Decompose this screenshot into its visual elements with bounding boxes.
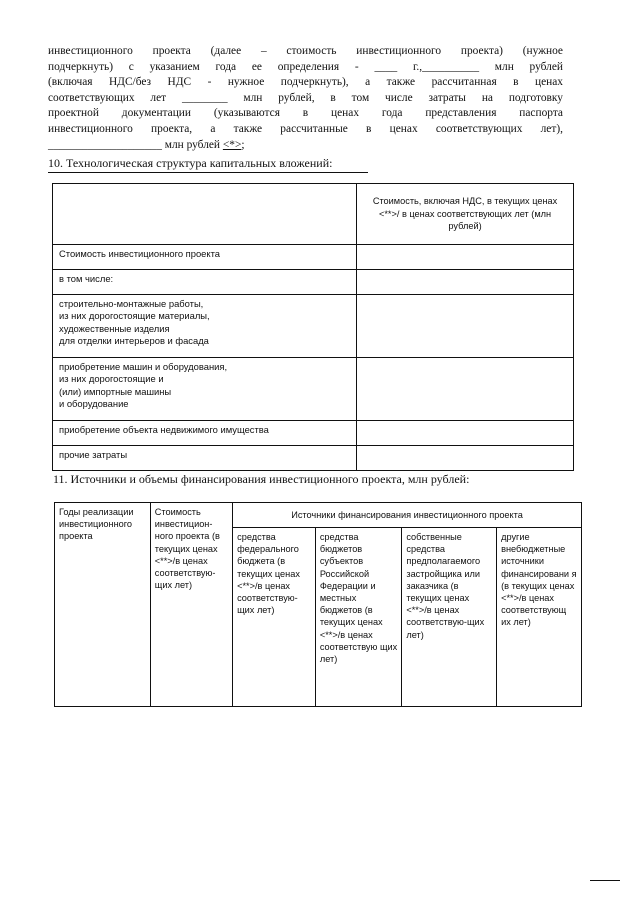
regional-budget-header: средства бюджетов субъектов Российской Федерации и местных бюджетов (в текущих ценах <**>/в ценах соответствую щих лет) bbox=[315, 528, 402, 707]
table-row bbox=[53, 358, 574, 421]
row-label: прочие затраты bbox=[53, 446, 357, 471]
intro-last-text: млн рублей bbox=[161, 138, 223, 151]
table-row bbox=[53, 245, 574, 270]
section-10-title: 10. Технологическая структура капитальных вложений: bbox=[48, 156, 333, 170]
intro-line: инвестиционного проекта (далее – стоимость инвестиционного проекта) (нужное bbox=[48, 45, 563, 57]
intro-line: подчеркнуть) с указанием года ее определения - ____ г.,__________ млн рублей bbox=[48, 60, 563, 73]
own-funds-header: собственные средства предполагаемого застройщика или заказчика (в текущих ценах <**>/в ценах соответствую-щих лет) bbox=[402, 528, 497, 707]
row-value-cell[interactable] bbox=[357, 245, 574, 270]
intro-last-end: ; bbox=[241, 138, 245, 151]
row-label: Стоимость инвестиционного проекта bbox=[53, 245, 357, 270]
other-sources-header: другие внебюджетные источники финансировани я (в текущих ценах <**>/в ценах соответствующ их лет) bbox=[497, 528, 582, 707]
row-label: в том числе: bbox=[53, 270, 357, 295]
row-value-cell[interactable] bbox=[357, 295, 574, 358]
header-empty-cell bbox=[53, 184, 357, 245]
row-value-cell[interactable] bbox=[357, 358, 574, 421]
row-value-cell[interactable] bbox=[357, 446, 574, 471]
table-header-row bbox=[53, 184, 574, 245]
cost-header: Стоимость инвестицион-ного проекта (в текущих ценах <**>/в ценах соответствую-щих лет) bbox=[150, 503, 232, 707]
intro-line: (включая НДС/без НДС - нужное подчеркнуть), а также рассчитанная в ценах bbox=[48, 76, 563, 89]
intro-last-line bbox=[48, 138, 563, 154]
table-row bbox=[53, 295, 574, 358]
row-label: строительно-монтажные работы, из них дорогостоящие материалы, художественные изделия для отделки интерьеров и фасада bbox=[53, 295, 357, 358]
table-header-row bbox=[55, 503, 582, 528]
table-row bbox=[53, 421, 574, 446]
blank-field: ____________________ bbox=[48, 138, 162, 151]
section-11-title: 11. Источники и объемы финансирования инвестиционного проекта, млн рублей: bbox=[53, 472, 470, 486]
capital-structure-table bbox=[52, 183, 574, 471]
intro-line: инвестиционного проекта, а также рассчитанные в ценах соответствующих лет), bbox=[48, 122, 563, 135]
row-value-cell[interactable] bbox=[357, 421, 574, 446]
row-label: приобретение машин и оборудования, из них дорогостоящие и (или) импортные машины и оборудование bbox=[53, 358, 357, 421]
section-10-underline bbox=[48, 172, 368, 173]
sources-header: Источники финансирования инвестиционного проекта bbox=[233, 503, 582, 528]
federal-budget-header: средства федерального бюджета (в текущих ценах <**>/в ценах соответствую-щих лет) bbox=[233, 528, 316, 707]
intro-paragraph bbox=[48, 44, 563, 153]
intro-line: проектной документации (указываются в ценах года представления паспорта bbox=[48, 107, 563, 120]
table-row bbox=[53, 446, 574, 471]
table-row bbox=[53, 270, 574, 295]
footnote-ref-link[interactable]: <*> bbox=[222, 138, 242, 151]
financing-sources-table bbox=[54, 502, 582, 707]
row-label: приобретение объекта недвижимого имущества bbox=[53, 421, 357, 446]
row-value-cell[interactable] bbox=[357, 270, 574, 295]
years-header: Годы реализации инвестиционного проекта bbox=[55, 503, 151, 707]
intro-line: соответствующих лет ________ млн рублей, в том числе затраты на подготовку bbox=[48, 91, 563, 104]
header-cost-cell: Стоимость, включая НДС, в текущих ценах <**>/ в ценах соответствующих лет (млн рублей) bbox=[357, 184, 574, 245]
page-footer-rule bbox=[590, 880, 620, 881]
